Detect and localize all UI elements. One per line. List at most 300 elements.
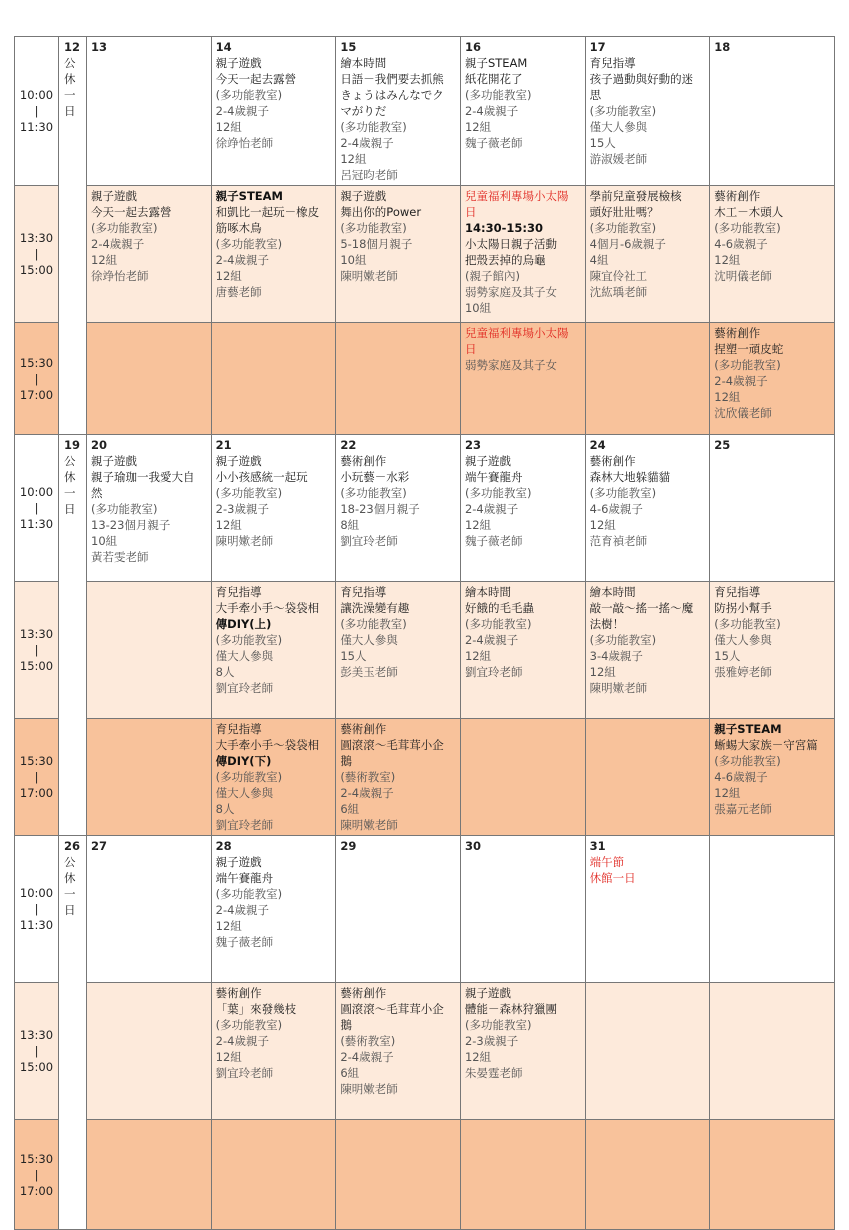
schedule-row-morning: [15, 836, 835, 983]
activity-line: 2-4歲親子: [340, 786, 394, 800]
activity-line: 兒童福利專場小太陽: [464, 189, 569, 203]
closed-note-char: 日: [64, 903, 76, 917]
activity-line: 藝術創作: [340, 454, 387, 468]
activity-line: 筋啄木鳥: [215, 221, 262, 235]
day-number: 12: [64, 40, 81, 54]
activity-cell: [87, 323, 212, 435]
activity-line: (多功能教室): [714, 754, 781, 768]
activity-line: 端午節: [589, 855, 625, 869]
activity-line: (多功能教室): [589, 486, 657, 500]
activity-cell: [585, 582, 710, 719]
day-number: 18: [714, 40, 731, 54]
activity-line: 親子瑜珈一我愛大自: [91, 470, 195, 484]
activity-line: 育兒指導: [215, 722, 262, 736]
time-slot-text: 17:00: [19, 387, 54, 402]
activity-cell: [336, 582, 461, 719]
activity-line: 弱勢家庭及其子女: [464, 285, 557, 299]
activity-cell: [585, 323, 710, 435]
activity-line: (多功能教室): [340, 486, 407, 500]
activity-line: 彭美玉老師: [340, 665, 398, 679]
closed-note-char: 公: [64, 56, 76, 70]
day-number: 14: [215, 40, 232, 54]
activity-line: (多功能教室): [714, 221, 781, 235]
activity-line: 12組: [714, 786, 741, 800]
activity-line: 陳明嫰老師: [340, 1082, 398, 1096]
activity-line: 陳明嫰老師: [340, 269, 398, 283]
time-slot-text: 13:30: [19, 1028, 54, 1042]
activity-cell: [585, 836, 710, 983]
activity-line: 2-4歲親子: [215, 104, 269, 118]
time-slot-text: 13:30: [19, 627, 54, 641]
time-slot-text: 15:00: [19, 1060, 54, 1074]
activity-line: 蜥蜴大家族－守宮篇: [714, 738, 818, 752]
activity-line: 和凱比一起玩－橡皮: [215, 205, 320, 219]
activity-line: 藝術創作: [714, 189, 761, 203]
day-number: 17: [589, 40, 606, 54]
activity-line: 育兒指導: [215, 585, 262, 599]
closed-note-char: 日: [64, 502, 76, 516]
time-slot-text: |: [34, 1167, 39, 1182]
schedule-row-morning: [15, 37, 835, 186]
closed-note-char: 休: [64, 72, 76, 86]
activity-cell: [211, 37, 336, 186]
activity-line: 10組: [340, 253, 367, 267]
monday-closed-cell: [59, 435, 87, 836]
activity-line: 親子遊戲: [91, 189, 137, 203]
activity-line: (多功能教室): [464, 617, 532, 631]
time-slot-cell: [15, 186, 59, 323]
activity-line: 2-4歲親子: [714, 374, 768, 388]
activity-line: (多功能教室): [215, 633, 283, 647]
activity-cell: [710, 435, 835, 582]
activity-line: 2-4歲親子: [464, 633, 519, 647]
time-slot-text: |: [34, 902, 39, 916]
activity-line: 小玩藝－水彩: [340, 470, 410, 484]
activity-line: (多功能教室): [464, 1018, 532, 1032]
activity-cell: [336, 323, 461, 435]
activity-line: (多功能教室): [464, 486, 532, 500]
activity-cell: [460, 983, 585, 1120]
activity-line: 日語－我們要去抓熊: [340, 72, 444, 86]
day-number: 20: [91, 438, 108, 452]
day-number: 24: [589, 438, 606, 452]
activity-line: 然: [91, 486, 103, 500]
activity-line: 圓滾滾～毛茸茸小企: [340, 738, 444, 752]
activity-line: 育兒指導: [340, 585, 387, 599]
activity-cell: [336, 37, 461, 186]
activity-line: きょうはみんなでク: [340, 88, 444, 102]
activity-cell: [336, 186, 461, 323]
closed-note-char: 休: [64, 871, 76, 885]
activity-line: 15人: [589, 136, 616, 150]
activity-line: 繪本時間: [340, 56, 387, 70]
activity-cell: [211, 435, 336, 582]
activity-line: 親子遊戲: [215, 855, 262, 869]
activity-cell: [710, 1120, 835, 1230]
activity-line: 親子遊戲: [464, 454, 511, 468]
activity-line: 劉宜玲老師: [215, 818, 274, 832]
monday-closed-cell: [59, 836, 87, 1230]
activity-line: (多功能教室): [340, 617, 407, 631]
schedule-row-midday: [15, 582, 835, 719]
activity-line: (多功能教室): [589, 221, 657, 235]
activity-line: 唐藝老師: [215, 285, 262, 299]
activity-line: 2-4歲親子: [464, 502, 519, 516]
schedule-row-afternoon: [15, 1120, 835, 1230]
activity-line: 森林大地躲貓貓: [589, 470, 671, 484]
schedule-row-midday: [15, 983, 835, 1120]
activity-line: (多功能教室): [589, 633, 657, 647]
time-slot-text: |: [34, 501, 39, 515]
activity-cell: [211, 983, 336, 1120]
activity-line: 藝術創作: [340, 722, 387, 736]
activity-cell: [710, 719, 835, 836]
activity-line: 12組: [589, 518, 616, 532]
activity-line: 僅大人參與: [589, 120, 648, 134]
activity-line: マがりだ: [340, 104, 387, 118]
closed-note-char: 日: [64, 104, 76, 118]
activity-cell: [87, 836, 212, 983]
activity-line: 思: [589, 88, 602, 102]
activity-cell: [211, 582, 336, 719]
day-number: 29: [340, 839, 357, 853]
activity-line: (藝術教室): [340, 770, 396, 784]
activity-line: (多功能教室): [589, 104, 657, 118]
activity-line: 12組: [464, 649, 492, 663]
activity-line: 12組: [215, 1050, 242, 1064]
activity-line: 藝術創作: [714, 326, 761, 340]
activity-line: 沈明儀老師: [714, 269, 772, 283]
activity-line: 6組: [340, 1066, 360, 1080]
time-slot-text: 15:30: [19, 1151, 54, 1166]
activity-line: (親子館內): [464, 269, 520, 283]
closed-note-char: 公: [64, 454, 76, 468]
activity-cell: [336, 719, 461, 836]
activity-line: 親子遊戲: [91, 454, 137, 468]
time-slot-text: |: [34, 104, 39, 118]
time-slot-cell: [15, 435, 59, 582]
activity-cell: [211, 1120, 336, 1230]
time-slot-cell: [15, 323, 59, 435]
activity-line: 5-18個月親子: [340, 237, 413, 251]
time-slot-cell: [15, 719, 59, 836]
activity-cell: [460, 836, 585, 983]
activity-line: 呂冠昀老師: [340, 168, 398, 182]
time-slot-text: 17:00: [19, 786, 54, 800]
activity-line: 18-23個月親子: [340, 502, 420, 516]
time-slot-cell: [15, 983, 59, 1120]
activity-line: 親子遊戲: [215, 56, 262, 70]
activity-cell: [87, 37, 212, 186]
activity-line: 好餓的毛毛蟲: [464, 601, 534, 615]
activity-line: 張嘉元老師: [714, 802, 772, 816]
closed-note-char: 公: [64, 855, 76, 869]
time-slot-text: 11:30: [19, 918, 54, 932]
activity-line: 14:30-15:30: [464, 221, 543, 235]
schedule-row-afternoon: [15, 719, 835, 836]
activity-line: 2-3歲親子: [215, 502, 269, 516]
activity-line: 僅大人參與: [215, 786, 274, 800]
activity-line: 休館一日: [589, 871, 636, 885]
activity-line: 10組: [91, 534, 118, 548]
time-slot-text: |: [34, 643, 39, 657]
activity-cell: [87, 186, 212, 323]
activity-cell: [460, 435, 585, 582]
activity-line: 僅大人參與: [340, 633, 398, 647]
time-slot-text: 15:30: [19, 355, 54, 370]
activity-line: 8人: [215, 802, 235, 816]
time-slot-text: 11:30: [19, 517, 54, 531]
activity-line: 弱勢家庭及其子女: [464, 358, 557, 372]
activity-line: (多功能教室): [464, 88, 532, 102]
closed-note-char: 一: [64, 88, 76, 102]
activity-line: 2-4歲親子: [464, 104, 519, 118]
activity-line: 藝術創作: [589, 454, 636, 468]
day-number: 28: [215, 839, 232, 853]
activity-line: (多功能教室): [215, 770, 283, 784]
time-slot-text: 10:00: [19, 485, 54, 499]
activity-line: 鵝: [340, 1018, 352, 1032]
activity-cell: [87, 582, 212, 719]
activity-line: 傳DIY(上): [215, 617, 272, 631]
activity-line: 僅大人參與: [215, 649, 274, 663]
activity-line: 體能－森林狩獵團: [464, 1002, 557, 1016]
activity-cell: [336, 435, 461, 582]
activity-line: 游淑媛老師: [589, 152, 648, 166]
day-number: 30: [464, 839, 481, 853]
activity-line: 「葉」來發幾枝: [215, 1002, 297, 1016]
activity-line: 15人: [714, 649, 741, 663]
closed-note-char: 一: [64, 887, 76, 901]
activity-line: 15人: [340, 649, 367, 663]
activity-line: (多功能教室): [215, 1018, 283, 1032]
activity-line: (多功能教室): [714, 358, 781, 372]
day-number: 22: [340, 438, 357, 452]
time-slot-cell: [15, 37, 59, 186]
day-number: 21: [215, 438, 232, 452]
activity-line: 育兒指導: [589, 56, 636, 70]
activity-cell: [211, 836, 336, 983]
activity-line: 2-4歲親子: [215, 1034, 269, 1048]
activity-line: 12組: [464, 1050, 492, 1064]
time-slot-text: 15:00: [19, 263, 54, 277]
activity-line: 圓滾滾～毛茸茸小企: [340, 1002, 444, 1016]
activity-line: 12組: [340, 152, 367, 166]
activity-cell: [87, 719, 212, 836]
activity-cell: [585, 719, 710, 836]
time-slot-text: |: [34, 770, 39, 784]
activity-line: 舞出你的Power: [340, 205, 422, 219]
activity-line: 4-6歲親子: [714, 770, 768, 784]
activity-line: 防拐小幫手: [714, 601, 772, 615]
activity-line: 今天一起去露營: [215, 72, 297, 86]
activity-line: 端午賽龍舟: [215, 871, 274, 885]
activity-line: (多功能教室): [340, 120, 407, 134]
activity-cell: [585, 186, 710, 323]
activity-line: 小小孩感統一起玩: [215, 470, 308, 484]
activity-cell: [585, 983, 710, 1120]
activity-cell: [460, 1120, 585, 1230]
activity-line: 藝術創作: [340, 986, 387, 1000]
time-slot-text: 15:00: [19, 659, 54, 673]
schedule-row-afternoon: [15, 323, 835, 435]
activity-line: 8人: [215, 665, 235, 679]
activity-cell: [460, 719, 585, 836]
activity-line: 2-4歲親子: [91, 237, 145, 251]
activity-line: 4個月-6歲親子: [589, 237, 666, 251]
activity-line: 把殼丟掉的烏龜: [464, 253, 546, 267]
day-number: 25: [714, 438, 731, 452]
activity-line: 2-4歲親子: [340, 136, 394, 150]
day-number: 27: [91, 839, 108, 853]
activity-cell: [460, 582, 585, 719]
time-slot-text: 11:30: [19, 120, 54, 134]
activity-line: 陳宜伶社工: [589, 269, 648, 283]
activity-cell: [585, 435, 710, 582]
activity-cell: [211, 186, 336, 323]
activity-cell: [585, 1120, 710, 1230]
activity-line: 日: [464, 205, 477, 219]
activity-line: 12組: [215, 919, 242, 933]
activity-line: 4組: [589, 253, 609, 267]
day-number: 16: [464, 40, 481, 54]
activity-line: (多功能教室): [215, 486, 283, 500]
day-number: 19: [64, 438, 81, 452]
activity-line: 6組: [340, 802, 360, 816]
activity-line: 僅大人參與: [714, 633, 772, 647]
closed-note-char: 休: [64, 470, 76, 484]
day-number: 13: [91, 40, 108, 54]
activity-line: 2-4歲親子: [340, 1050, 394, 1064]
activity-line: 頭好壯壯嗎？: [589, 205, 659, 219]
activity-cell: [710, 37, 835, 186]
monday-closed-cell: [59, 37, 87, 435]
activity-line: 日: [464, 342, 477, 356]
activity-line: 學前兒童發展檢核: [589, 189, 682, 203]
activity-cell: [336, 836, 461, 983]
activity-line: 藝術創作: [215, 986, 262, 1000]
activity-line: (多功能教室): [215, 887, 283, 901]
activity-line: 4-6歲親子: [714, 237, 768, 251]
activity-line: 陳明嫰老師: [215, 534, 274, 548]
activity-cell: [460, 37, 585, 186]
activity-cell: [460, 323, 585, 435]
activity-line: 張雅婷老師: [714, 665, 772, 679]
activity-cell: [336, 983, 461, 1120]
schedule-row-morning: [15, 435, 835, 582]
activity-line: 朱晏霆老師: [464, 1066, 523, 1080]
activity-line: 黃若雯老師: [91, 550, 149, 564]
activity-line: 劉宜玲老師: [215, 681, 274, 695]
activity-line: 13-23個月親子: [91, 518, 171, 532]
activity-line: 劉宜玲老師: [340, 534, 398, 548]
activity-cell: [585, 37, 710, 186]
activity-calendar-table: [14, 36, 835, 1230]
time-slot-cell: [15, 836, 59, 983]
time-slot-text: |: [34, 247, 39, 261]
activity-line: 魏子薇老師: [215, 935, 274, 949]
activity-line: 12組: [714, 390, 741, 404]
activity-line: 12組: [215, 518, 242, 532]
activity-line: 捏塑一頑皮蛇: [714, 342, 784, 356]
activity-line: 親子遊戲: [215, 454, 262, 468]
activity-line: 大手牽小手～袋袋相: [215, 738, 320, 752]
activity-line: 端午賽龍舟: [464, 470, 523, 484]
activity-line: 12組: [464, 120, 492, 134]
activity-line: 12組: [215, 269, 242, 283]
time-slot-text: 10:00: [19, 886, 54, 900]
activity-line: 親子STEAM: [464, 56, 528, 70]
day-number: 15: [340, 40, 357, 54]
activity-line: 敲一敲～搖一搖～魔: [589, 601, 694, 615]
activity-line: 讓洗澡變有趣: [340, 601, 410, 615]
activity-line: 2-3歲親子: [464, 1034, 519, 1048]
activity-cell: [710, 323, 835, 435]
activity-line: 4-6歲親子: [589, 502, 643, 516]
activity-line: (多功能教室): [340, 221, 407, 235]
activity-cell: [87, 435, 212, 582]
time-slot-text: |: [34, 1044, 39, 1058]
activity-cell: [87, 983, 212, 1120]
day-number: 26: [64, 839, 81, 853]
activity-line: 12組: [91, 253, 118, 267]
activity-line: 木工－木頭人: [714, 205, 784, 219]
activity-line: 親子STEAM: [714, 722, 782, 736]
closed-note-char: 一: [64, 486, 76, 500]
activity-cell: [211, 719, 336, 836]
activity-line: 傳DIY(下): [215, 754, 272, 768]
day-number: 23: [464, 438, 481, 452]
activity-line: (多功能教室): [91, 221, 158, 235]
activity-line: 12組: [589, 665, 616, 679]
activity-line: (多功能教室): [91, 502, 158, 516]
activity-cell: [710, 186, 835, 323]
activity-line: (多功能教室): [714, 617, 781, 631]
activity-cell: [87, 1120, 212, 1230]
activity-cell: [710, 983, 835, 1120]
activity-line: 紙花開花了: [464, 72, 523, 86]
time-slot-text: 17:00: [19, 1183, 54, 1198]
activity-line: 沈欣儀老師: [714, 406, 772, 420]
activity-line: 沈紘瑀老師: [589, 285, 648, 299]
activity-line: 徐竫怡老師: [91, 269, 149, 283]
activity-line: 孩子過動與好動的迷: [589, 72, 694, 86]
activity-cell: [460, 186, 585, 323]
time-slot-cell: [15, 582, 59, 719]
activity-line: 范育禎老師: [589, 534, 648, 548]
activity-line: 法樹！: [589, 617, 625, 631]
activity-line: 育兒指導: [714, 585, 761, 599]
activity-cell: [336, 1120, 461, 1230]
activity-line: (藝術教室): [340, 1034, 396, 1048]
activity-line: 劉宜玲老師: [215, 1066, 274, 1080]
schedule-row-midday: [15, 186, 835, 323]
activity-line: 魏子薇老師: [464, 136, 523, 150]
activity-cell: [710, 582, 835, 719]
activity-line: 10組: [464, 301, 492, 315]
time-slot-text: 15:30: [19, 754, 54, 768]
activity-line: 2-4歲親子: [215, 903, 269, 917]
time-slot-text: |: [34, 371, 39, 386]
activity-line: 繪本時間: [589, 585, 636, 599]
activity-line: 兒童福利專場小太陽: [464, 326, 569, 340]
activity-line: 大手牽小手～袋袋相: [215, 601, 320, 615]
activity-line: 親子遊戲: [340, 189, 387, 203]
activity-line: 今天一起去露營: [91, 205, 172, 219]
activity-line: 鵝: [340, 754, 352, 768]
time-slot-text: 13:30: [19, 231, 54, 245]
activity-line: 2-4歲親子: [215, 253, 269, 267]
